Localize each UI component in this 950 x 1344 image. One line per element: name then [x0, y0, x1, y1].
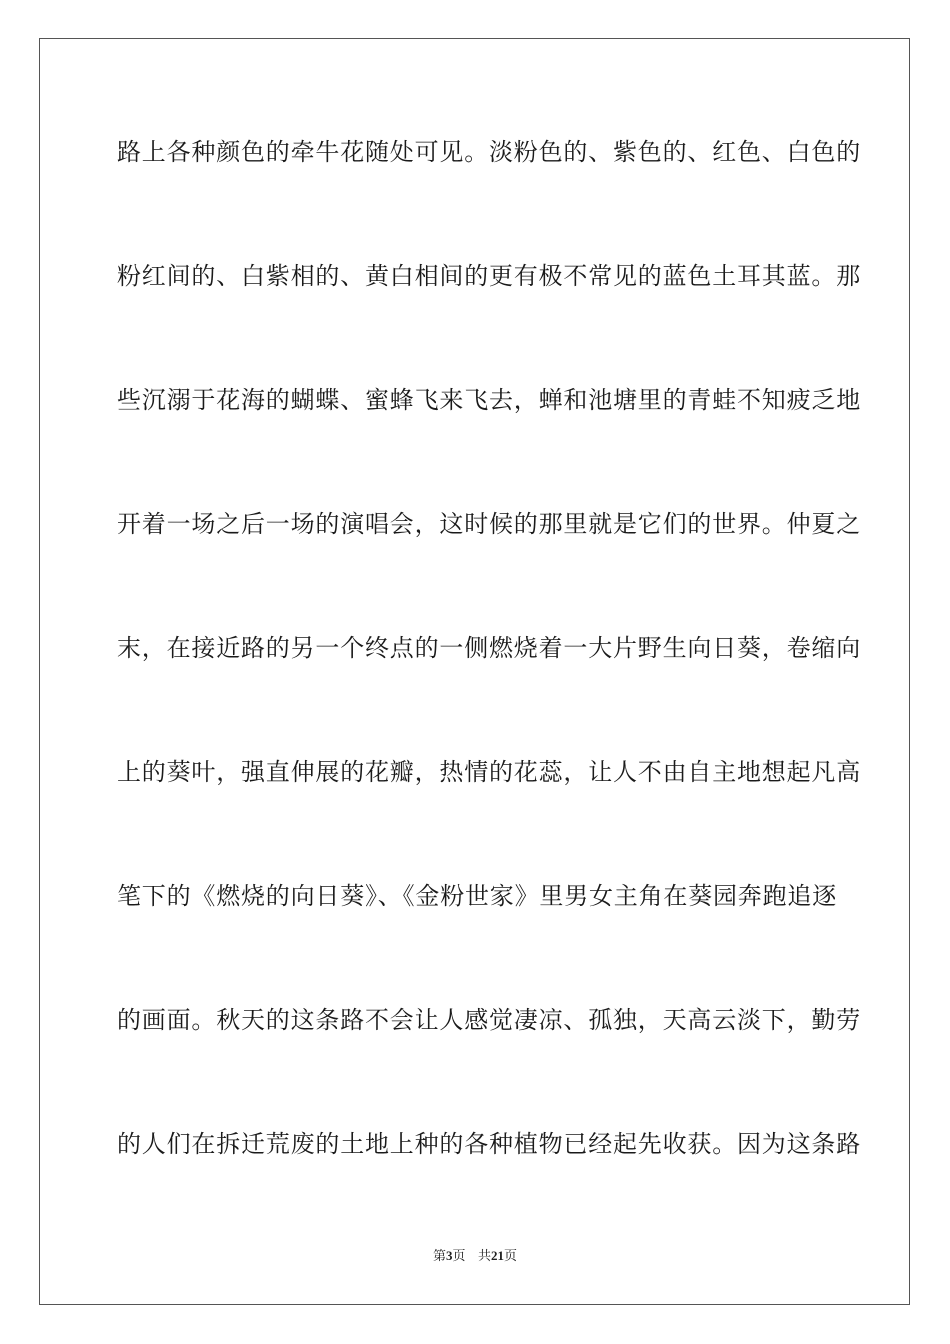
- body-text-line-4: 开着一场之后一场的演唱会，这时候的那里就是它们的世界。仲夏之: [117, 510, 861, 538]
- page-suffix: 页: [452, 1249, 466, 1264]
- body-text-line-9: 的人们在拆迁荒废的土地上种的各种植物已经起先收获。因为这条路: [117, 1130, 861, 1158]
- body-text-line-5: 末，在接近路的另一个终点的一侧燃烧着一大片野生向日葵，卷缩向: [117, 634, 861, 662]
- total-prefix: 共: [477, 1249, 491, 1264]
- body-text-line-2: 粉红间的、白紫相的、黄白相间的更有极不常见的蓝色土耳其蓝。那: [117, 262, 861, 290]
- body-text-line-6: 上的葵叶，强直伸展的花瓣，热情的花蕊，让人不由自主地想起凡高: [117, 758, 861, 786]
- total-pages: 21: [490, 1248, 504, 1263]
- body-text-line-8: 的画面。秋天的这条路不会让人感觉凄凉、孤独，天高云淡下，勤劳: [117, 1006, 861, 1034]
- body-text-line-7: 笔下的《燃烧的向日葵》、《金粉世家》里男女主角在葵园奔跑追逐: [117, 882, 837, 910]
- body-text-line-1: 路上各种颜色的牵牛花随处可见。淡粉色的、紫色的、红色、白色的: [117, 138, 861, 166]
- total-suffix: 页: [503, 1249, 517, 1264]
- body-text-line-3: 些沉溺于花海的蝴蝶、蜜蜂飞来飞去，蝉和池塘里的青蛙不知疲乏地: [117, 386, 861, 414]
- page-prefix: 第: [433, 1249, 447, 1264]
- page-footer: [0, 1248, 950, 1265]
- page-number: 3: [446, 1248, 453, 1263]
- page-border: [39, 38, 910, 1305]
